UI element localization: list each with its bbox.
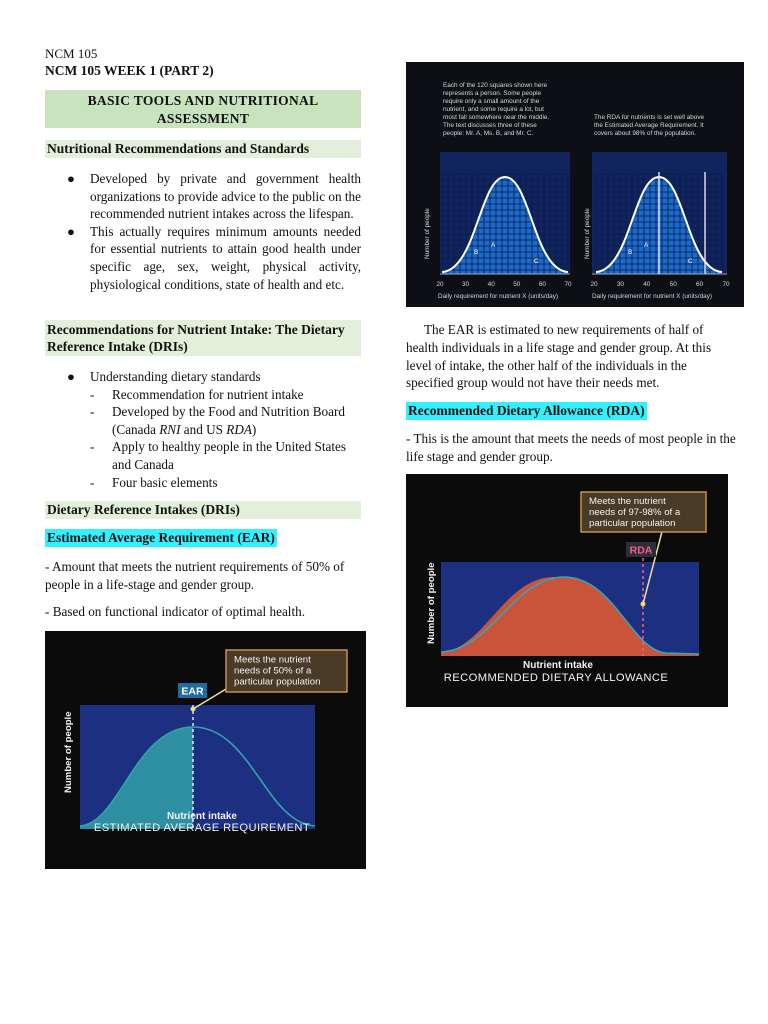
person-c-label: C	[534, 258, 539, 265]
rda-line-3: covers about 98% of the population.	[594, 130, 696, 137]
dash-text: and US	[180, 421, 227, 437]
intro-line-7: people: Mr. A, Ms. B, and Mr. C.	[443, 130, 534, 137]
rda-heading: Recommended Dietary Allowance (RDA)	[408, 403, 645, 418]
ear-heading-wrap	[45, 529, 277, 547]
title-line-2: ASSESSMENT	[156, 111, 250, 126]
person-b-label: B	[474, 249, 479, 256]
intro-line-6: The text discusses three of these	[443, 122, 537, 129]
bullet-text: This actually requires minimum amounts needed for essential nutrients to attain good health under specific age, sex, weight, physical activity, physiological conditions, state of health and etc.	[90, 223, 361, 292]
bullet-dot-icon: ●	[67, 223, 75, 239]
dash-sub-list	[90, 386, 361, 492]
dash-text: Apply to healthy people in the United States and Canada	[112, 439, 347, 472]
rni-term: RNI	[159, 421, 181, 437]
rda-heading-wrap	[406, 402, 647, 420]
rda-line-1: The RDA for nutrients is set well above	[594, 114, 705, 121]
rda-line-2: the Estimated Average Requirement. It	[594, 122, 704, 129]
bullet-dot-icon: ●	[67, 171, 75, 186]
rda-marker-label: RDA	[629, 544, 653, 557]
dietary-standards-list	[45, 368, 361, 491]
rda-callout-line-1: Meets the nutrient	[589, 496, 666, 507]
document-week-title: NCM 105 WEEK 1 (PART 2)	[45, 63, 214, 78]
rda-callout-line-2: needs of 97-98% of a	[589, 507, 681, 518]
list-item	[45, 368, 361, 491]
dash-text: Developed by the Food and Nutrition Board (Canada	[112, 404, 345, 437]
dash-text: Recommendation for nutrient intake	[112, 386, 304, 402]
ear-x-label: Nutrient intake	[166, 811, 238, 822]
dash-text: )	[251, 421, 257, 437]
ear-figure	[45, 631, 366, 869]
course-code: NCM 105	[45, 46, 98, 61]
rda-term: RDA	[226, 421, 252, 437]
ear-callout-line-1: Meets the nutrient	[234, 654, 311, 666]
right-tick-label: 50	[669, 281, 677, 288]
right-tick-label: 40	[643, 281, 651, 288]
left-tick-label: 50	[513, 281, 521, 288]
ear-explanation-paragraph: The EAR is estimated to new requirements of half of health individuals in a life stage and gender group. At this level of intake, the other half of the individuals in the specified group would not have their needs met.	[406, 322, 712, 391]
ear-caption: ESTIMATED AVERAGE REQUIREMENT	[93, 822, 311, 834]
right-tick-label: 20	[590, 281, 598, 288]
right-ylabel: Number of people	[584, 208, 591, 259]
list-item: - Developed by the Food and Nutrition Board (Canada RNI and US RDA)	[90, 404, 345, 437]
list-item	[45, 223, 361, 293]
left-xlabel: Daily requirement for nutrient X (units/day)	[438, 293, 559, 300]
ear-paragraph-1: - Amount that meets the nutrient requirements of 50% of people in a life-stage and gender group.	[45, 559, 345, 592]
intro-line-1: Each of the 120 squares shown here	[443, 82, 548, 89]
ear-paragraph-2: - Based on functional indicator of optimal health.	[45, 604, 306, 619]
left-tick-label: 40	[487, 281, 495, 288]
list-item: - Apply to healthy people in the United States and Canada	[90, 439, 347, 472]
intro-line-5: most fall somewhere near the middle.	[443, 114, 550, 121]
rda-caption: RECOMMENDED DIETARY ALLOWANCE	[443, 672, 669, 684]
intro-line-2: represents a person. Some people	[443, 90, 542, 97]
bullet-text: Developed by private and government health organizations to provide advice to the public on the recommended nutrient intakes across the lifespan.	[90, 171, 361, 222]
ear-marker-label: EAR	[181, 685, 204, 698]
intro-line-4: nutrient, and some require a lot, but	[443, 106, 544, 113]
dri-heading	[45, 320, 361, 356]
right-tick-label: 70	[722, 281, 730, 288]
dash-text: Four basic elements	[112, 474, 218, 490]
dri-heading-line-1: Recommendations for Nutrient Intake: The Dietary	[47, 322, 345, 337]
list-item: - Recommendation for nutrient intake	[90, 386, 304, 402]
list-item	[45, 170, 361, 223]
recommendations-bullet-list	[45, 170, 361, 293]
section-title-box	[45, 90, 361, 128]
title-line-1: BASIC TOOLS AND NUTRITIONAL	[87, 93, 319, 108]
rda-figure	[406, 474, 728, 707]
ear-heading: Estimated Average Requirement (EAR)	[47, 530, 275, 545]
intro-line-3: require only a small amount of the	[443, 98, 540, 105]
requirements-distribution-figure	[406, 62, 744, 307]
right-tick-label: 60	[696, 281, 704, 288]
rda-paragraph: - This is the amount that meets the needs of most people in the life stage and gender group.	[406, 431, 736, 464]
person-b-label-right: B	[628, 249, 633, 256]
person-c-label-right: C	[688, 258, 693, 265]
list-item: - Four basic elements	[90, 474, 218, 490]
left-tick-label: 70	[564, 281, 572, 288]
right-tick-label: 30	[616, 281, 624, 288]
ear-callout-line-2: needs of 50% of a	[234, 665, 312, 677]
rda-ylabel: Number of people	[426, 562, 437, 644]
left-tick-label: 60	[538, 281, 546, 288]
dri-subheading: Dietary Reference Intakes (DRIs)	[45, 501, 361, 519]
person-a-label-right: A	[644, 242, 649, 249]
right-xlabel: Daily requirement for nutrient X (units/day)	[592, 293, 713, 300]
left-tick-label: 30	[462, 281, 470, 288]
nutritional-recommendations-heading: Nutritional Recommendations and Standards	[45, 140, 361, 158]
left-ylabel: Number of people	[424, 208, 431, 259]
intro-text-block	[443, 82, 549, 137]
ear-ylabel: Number of people	[63, 711, 74, 793]
person-a-label: A	[491, 242, 496, 249]
bullet-text: Understanding dietary standards	[90, 369, 261, 384]
rda-text-block	[594, 114, 705, 137]
dri-heading-line-2: Reference Intake (DRIs)	[47, 339, 188, 354]
left-tick-label: 20	[436, 281, 444, 288]
bullet-dot-icon: ●	[67, 369, 75, 384]
rda-x-label: Nutrient intake	[522, 660, 594, 671]
ear-callout-line-3: particular population	[234, 676, 321, 688]
rda-callout-line-3: particular population	[589, 518, 676, 529]
